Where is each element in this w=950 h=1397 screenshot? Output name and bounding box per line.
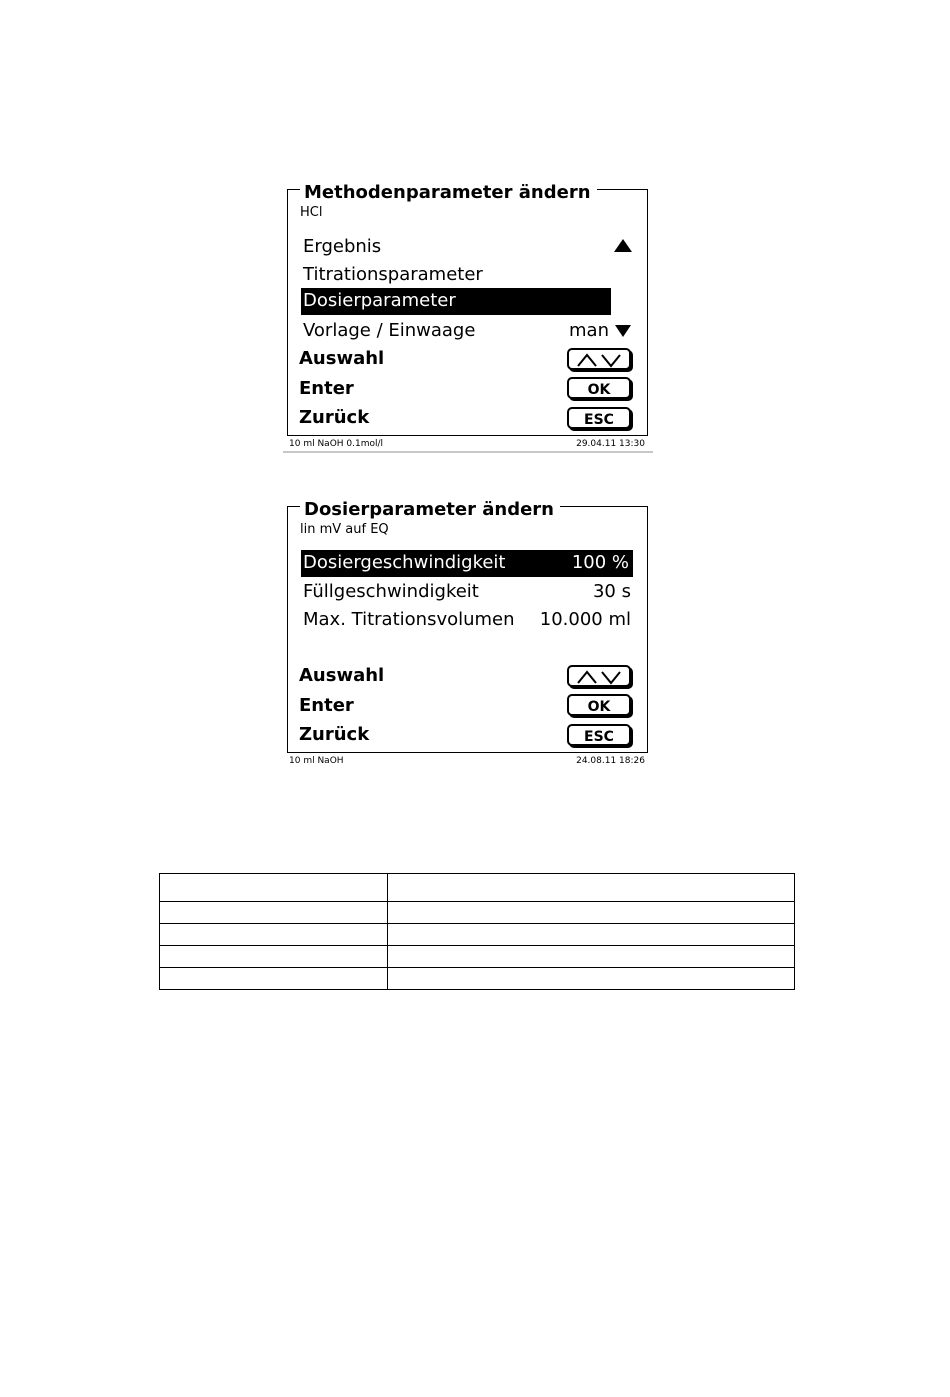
ok-button[interactable]: OK (567, 377, 631, 399)
param-label: Füllgeschwindigkeit (303, 581, 479, 602)
select-label: Auswahl (299, 348, 385, 369)
enter-key-row (299, 693, 354, 719)
param-value: 100 % (571, 552, 629, 573)
up-down-chevron-icon (574, 352, 624, 368)
menu-item-vorlage-einwaage[interactable] (301, 318, 631, 344)
menu-item-ergebnis[interactable] (301, 234, 629, 260)
select-label: Auswahl (299, 665, 385, 686)
table-row (160, 946, 795, 968)
esc-button[interactable]: ESC (567, 724, 631, 746)
screen-subtitle: HCl (300, 205, 323, 220)
esc-button[interactable]: ESC (567, 407, 631, 429)
dosing-parameters-screen (283, 497, 653, 772)
param-fill-speed[interactable] (301, 579, 633, 605)
menu-item-value: man (569, 320, 609, 341)
table-row (160, 968, 795, 990)
table-row (160, 902, 795, 924)
param-label: Max. Titrationsvolumen (303, 609, 515, 630)
menu-item-label: Dosierparameter (303, 290, 456, 311)
table-cell (387, 874, 794, 902)
status-left: 10 ml NaOH (289, 756, 344, 766)
menu-item-label: Vorlage / Einwaage (303, 320, 476, 341)
screen-title: Dosierparameter ändern (300, 500, 560, 520)
table-cell (160, 946, 388, 968)
enter-label: Enter (299, 695, 354, 716)
back-key-row (299, 405, 369, 431)
table-row (160, 924, 795, 946)
table-cell (387, 968, 794, 990)
up-down-chevron-icon (574, 669, 624, 685)
screen-subtitle: lin mV auf EQ (300, 522, 389, 537)
table-cell (160, 874, 388, 902)
param-label: Dosiergeschwindigkeit (303, 552, 506, 573)
up-down-select-button[interactable] (567, 665, 631, 687)
param-value: 10.000 ml (539, 609, 631, 630)
back-label: Zurück (299, 407, 370, 428)
menu-item-titrationsparameter[interactable] (301, 262, 629, 288)
param-dosing-speed[interactable] (301, 550, 633, 577)
method-parameters-screen (283, 180, 653, 455)
back-label: Zurück (299, 724, 370, 745)
table-row (160, 874, 795, 902)
menu-item-label: Ergebnis (303, 236, 382, 257)
scroll-down-icon[interactable] (615, 325, 631, 337)
status-datetime: 29.04.11 13:30 (576, 439, 645, 449)
up-down-select-button[interactable] (567, 348, 631, 370)
param-max-titration-volume[interactable] (301, 607, 633, 633)
back-key-row (299, 722, 369, 748)
enter-key-row (299, 376, 354, 402)
scroll-up-icon[interactable] (614, 239, 632, 252)
menu-item-dosierparameter[interactable] (301, 288, 611, 315)
select-key-row (299, 346, 384, 372)
screen-title: Methodenparameter ändern (300, 183, 597, 203)
table-cell (160, 924, 388, 946)
table-cell (387, 946, 794, 968)
table-cell (387, 902, 794, 924)
table-cell (160, 902, 388, 924)
ok-button[interactable]: OK (567, 694, 631, 716)
status-left: 10 ml NaOH 0.1mol/l (289, 439, 384, 449)
table-cell (160, 968, 388, 990)
table-cell (387, 924, 794, 946)
select-key-row (299, 663, 384, 689)
empty-parameter-table (159, 873, 795, 990)
screen-shadow (283, 451, 653, 453)
param-value: 30 s (592, 581, 631, 602)
enter-label: Enter (299, 378, 354, 399)
status-datetime: 24.08.11 18:26 (576, 756, 645, 766)
menu-item-label: Titrationsparameter (303, 264, 483, 285)
